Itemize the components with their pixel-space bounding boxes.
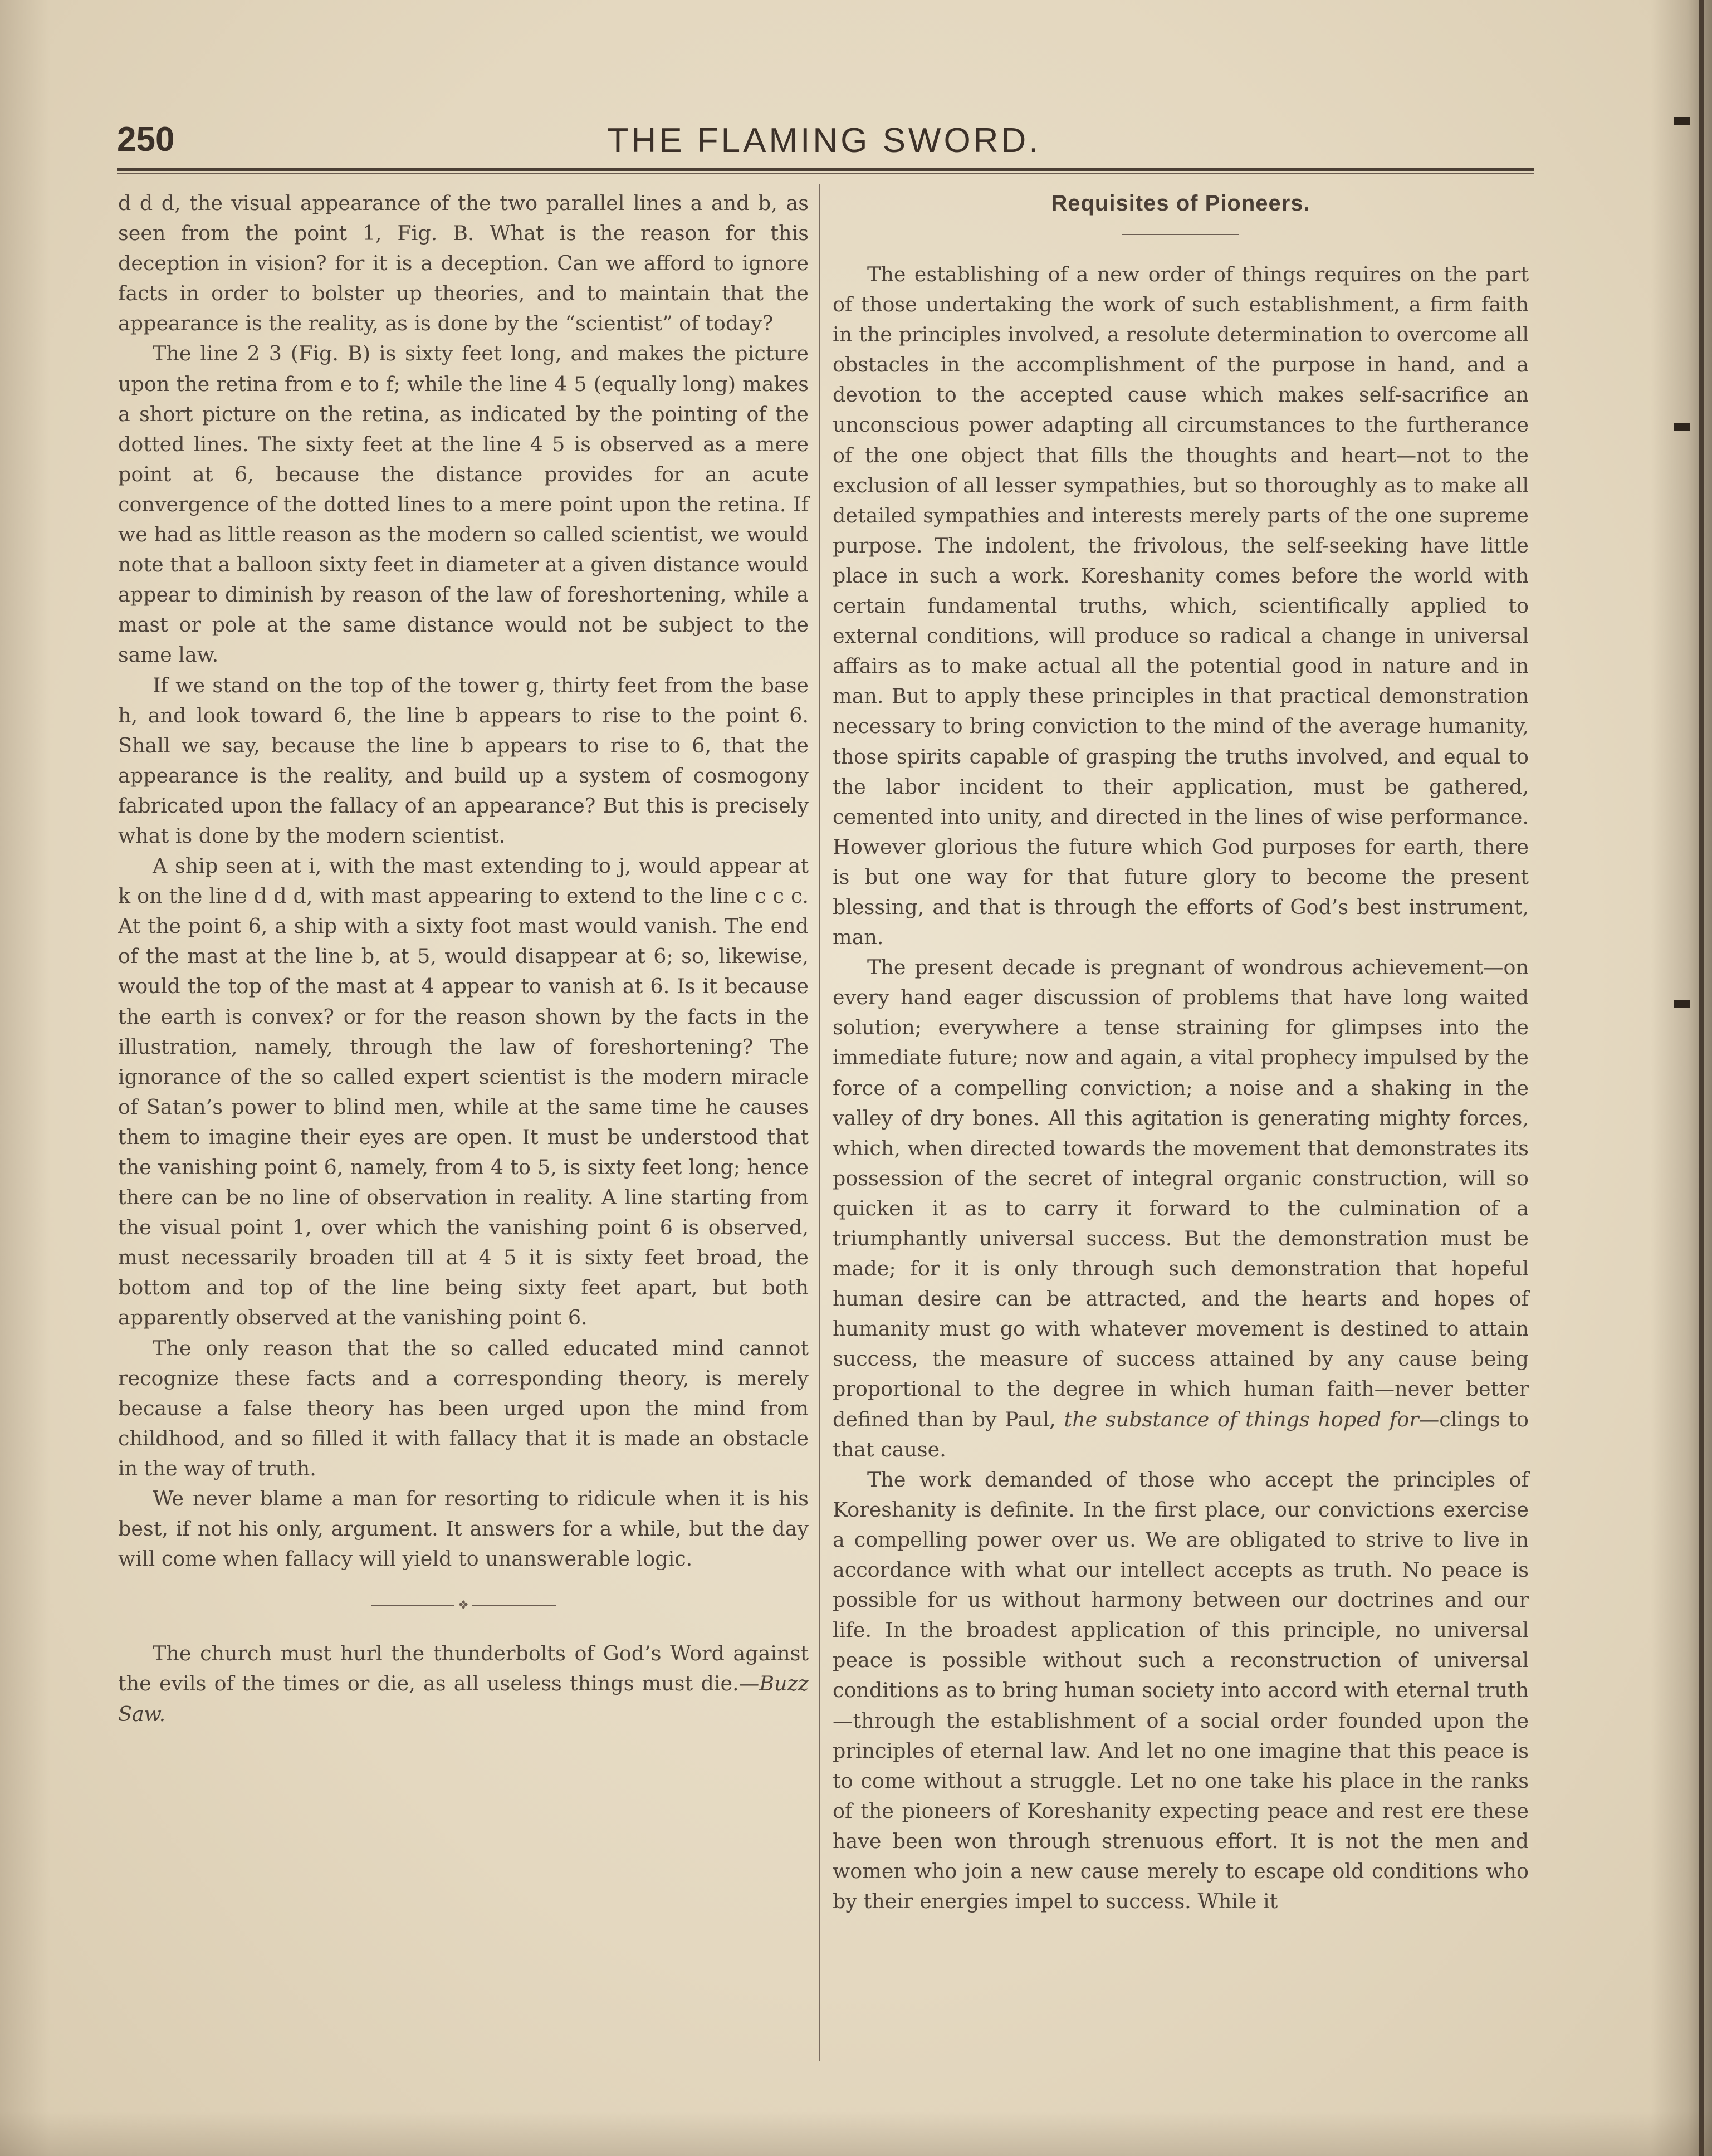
- right-column: [833, 188, 1529, 1917]
- page-shading-bottom: [0, 2111, 1712, 2156]
- paragraph: We never blame a man for resorting to ridicule when it is his best, if not his only, argument. It answers for a while, but the day will come when fallacy will yield to unanswerable logic.: [118, 1487, 809, 1571]
- running-title: THE FLAMING SWORD.: [607, 121, 1041, 160]
- header-rule: [117, 168, 1534, 171]
- quote-text: The church must hurl the thunderbolts of God’s Word against the evils of the times or die, as all useless things must die.—: [118, 1641, 809, 1696]
- paragraph: A ship seen at i, with the mast extending to j, would appear at k on the line d d d, with mast appearing to extend to the line c c c. At the point 6, a ship with a sixty foot mast would vanish. The end of the mast at the line b, at 5, would disappear at 6; so, likewise, would the top of the mast at 4 appear to vanish at 6. Is it because the earth is convex? or for the reason shown by the facts in the illustration, namely, through the law of foreshortening? The ignorance of the so called expert scientist is the modern miracle of Satan’s power to blind men, while at the same time he causes them to imagine their eyes are open. It must be understood that the vanishing point 6, namely, from 4 to 5, is sixty feet long; hence there can be no line of observation in reality. A line starting from the visual point 1, over which the vanishing point 6 is observed, must necessarily broaden till at 4 5 it is sixty feet broad, the bottom and top of the line being sixty feet apart, but both apparently observed at the vanishing point 6.: [118, 854, 809, 1330]
- paragraph: The line 2 3 (Fig. B) is sixty feet long, and makes the picture upon the retina from e to f; while the line 4 5 (equally long) makes a short picture on the retina, as indicated by the pointing of the dotted lines. The sixty feet at the line 4 5 is observed as a mere point at 6, because the distance provides for an acute convergence of the dotted lines to a mere point upon the retina. If we had as little reason as the modern so called scientist, we would note that a balloon sixty feet in diameter at a given distance would appear to diminish by reason of the law of foreshortening, while a mast or pole at the same distance would not be subject to the same law.: [118, 341, 809, 667]
- faith-tail: —clings to that cause.: [833, 1407, 1529, 1461]
- paragraph: If we stand on the top of the tower g, thirty feet from the base h, and look toward 6, the line b appears to rise to the point 6. Shall we say, because the line b appears to rise to 6, that the appearance is the reality, and build up a system of cosmogony fabricated upon the fallacy of an appearance? But this is precisely what is done by the modern scientist.: [118, 673, 809, 848]
- header-rule-thin: [117, 173, 1534, 174]
- column-divider: [819, 184, 820, 2061]
- closing-quote: [118, 1639, 809, 1729]
- binding-clip-mark: [1674, 1000, 1690, 1008]
- page-edge: [1699, 0, 1704, 2156]
- page-header: [117, 120, 1532, 170]
- paragraph: [833, 952, 1529, 1465]
- binding-clip-mark: [1674, 117, 1690, 125]
- faith-quote: the substance of things hoped for: [1064, 1407, 1419, 1431]
- page-shading-left: [0, 0, 50, 2156]
- article-title: Requisites of Pioneers.: [1051, 191, 1310, 216]
- left-column: [118, 188, 809, 1729]
- paragraph: The work demanded of those who accept the principles of Koreshanity is definite. In the first place, our convictions exercise a compelling power over us. We are obligated to strive to live in accordance with what our intellect accepts as truth. No peace is possible for us without harmony between our doctrines and our life. In the broadest application of this principle, no universal peace is possible without such a reconstruction of universal conditions as to bring human society into accord with eternal truth—through the establishment of a social order founded upon the principles of eternal law. And let no one imagine that this peace is to come without a struggle. Let no one take his place in the ranks of the pioneers of Koreshanity expecting peace and rest ere these have been won through strenuous effort. It is not the men and women who join a new cause merely to escape old conditions who by their energies impel to success. While it: [833, 1467, 1529, 1914]
- page-number: 250: [117, 120, 175, 159]
- binding-clip-mark: [1674, 423, 1690, 431]
- paragraph: The only reason that the so called educated mind cannot recognize these facts and a corresponding theory, is merely because a false theory has been urged upon the mind from childhood, and so filled it with fallacy that it is made an obstacle in the way of truth.: [118, 1336, 809, 1480]
- title-rule: [1122, 234, 1239, 235]
- ornament-glyph-icon: ❖: [458, 1598, 469, 1612]
- quote-source: Buzz Saw.: [118, 1671, 809, 1726]
- paragraph: The establishing of a new order of things requires on the part of those undertaking the work of such establishment, a firm faith in the principles involved, a resolute determination to overcome all obstacles in the accomplishment of the purpose in hand, and a devotion to the accepted cause which makes self-sacrifice an unconscious power adapting all circumstances to the furtherance of the one object that fills the thoughts and heart—not to the exclusion of all lesser sympathies, but so thoroughly as to make all detailed sympathies and interests merely parts of the one supreme purpose. The indolent, the frivolous, the self-seeking have little place in such a work. Koreshanity comes before the world with certain fundamental truths, which, scientifically applied to external conditions, will produce so radical a change in universal affairs as to make actual all the potential good in nature and in man. But to apply these principles in that practical demonstration necessary to bring conviction to the mind of the average humanity, those spirits capable of grasping the truths involved, and equal to the labor incident to their application, must be gathered, cemented into unity, and directed in the lines of wise performance. However glorious the future which God purposes for earth, there is but one way for that future glory to become the present blessing, and that is through the efforts of God’s best instrument, man.: [833, 262, 1529, 950]
- paragraph-text: The present decade is pregnant of wondrous achievement—on every hand eager discussion of problems that have long waited solution; everywhere a tense straining for glimpses into the immediate future; now and again, a vital prophecy impulsed by the force of a compelling conviction; a noise and a shaking in the valley of dry bones. All this agitation is generating mighty forces, which, when directed towards the movement that demonstrates its possession of the secret of integral organic construction, will so quicken it as to carry it forward to the culmination of a triumphantly universal success. But the demonstration must be made; for it is only through such demonstration that hopeful human desire can be attracted, and the hearts and hopes of humanity must go with whatever movement is destined to attain success, the measure of success attained by any cause being proportional to the degree in which human faith—never better defined than by Paul,: [833, 955, 1529, 1431]
- paragraph: d d d, the visual appearance of the two parallel lines a and b, as seen from the point 1, Fig. B. What is the reason for this deception in vision? for it is a deception. Can we afford to ignore facts in order to bolster up theories, and to maintain that the appearance is the reality, as is done by the “scientist” of today?: [118, 191, 809, 336]
- section-ornament: [118, 1598, 809, 1610]
